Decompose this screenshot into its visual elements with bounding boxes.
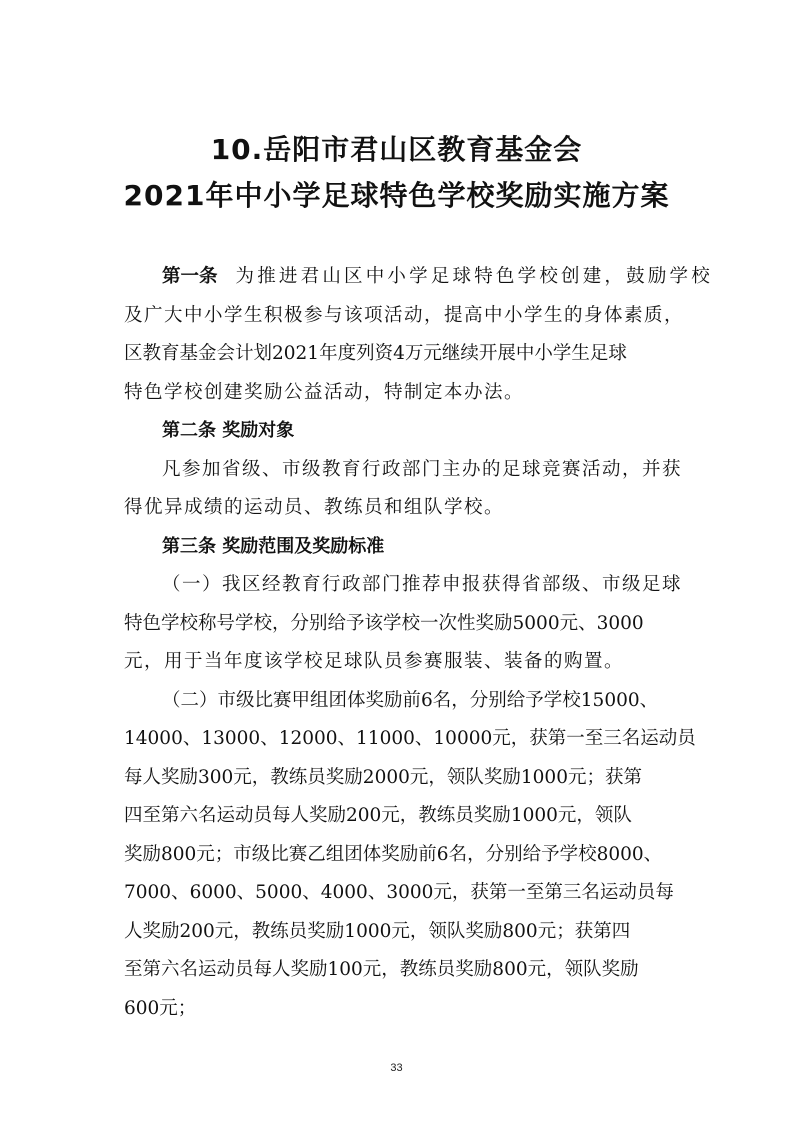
article-3-para-2-line-3: 每人奖励300元，教练员奖励2000元，领队奖励1000元；获第 — [124, 766, 642, 788]
article-3-para-2-line-6: 7000、6000、5000、4000、3000元，获第一至第三名运动员每 — [124, 882, 674, 903]
document-body — [124, 258, 713, 1028]
article-3-para-1-line-1: （一）我区经教育行政部门推荐申报获得省部级、市级足球 — [162, 574, 683, 595]
article-2-line-1: 凡参加省级、市级教育行政部门主办的足球竞赛活动，并获 — [162, 458, 683, 480]
article-1-label: 第一条 — [162, 266, 218, 287]
article-3-para-2-line-4: 四至第六名运动员每人奖励200元，教练员奖励1000元，领队 — [124, 805, 632, 826]
article-3-para-2-line-7: 人奖励200元，教练员奖励1000元，领队奖励800元；获第四 — [124, 920, 631, 942]
article-1-line-2: 及广大中小学生积极参与该项活动，提高中小学生的身体素质， — [124, 304, 685, 326]
article-1-line-4: 特色学校创建奖励公益活动，特制定本办法。 — [124, 381, 525, 403]
article-3-para-1-line-2: 特色学校称号学校，分别给予该学校一次性奖励5000元、3000 — [124, 612, 644, 634]
page-number: 33 — [390, 1062, 403, 1074]
article-3-para-1-line-3: 元，用于当年度该学校足球队员参赛服装、装备的购置。 — [124, 651, 625, 672]
article-1-text-1: 为推进君山区中小学足球特色学校创建，鼓励学校 — [235, 266, 713, 287]
article-3-heading: 第三条 奖励范围及奖励标准 — [162, 535, 385, 557]
article-3-para-2-line-5: 奖励800元；市级比赛乙组团体奖励前6名，分别给予学校8000、 — [124, 843, 663, 865]
article-3-para-2-line-2: 14000、13000、12000、11000、10000元，获第一至三名运动员 — [124, 728, 696, 749]
article-3-para-2-line-9: 600元； — [124, 997, 197, 1019]
article-1-line-1 — [124, 258, 713, 297]
article-2-heading: 第二条 奖励对象 — [162, 420, 295, 441]
article-3-para-2-line-1: （二）市级比赛甲组团体奖励前6名，分别给予学校15000、 — [162, 689, 659, 711]
document-title-line-1: 10.岳阳市君山区教育基金会 — [210, 133, 583, 166]
article-3-para-2-line-8: 至第六名运动员每人奖励100元，教练员奖励800元，领队奖励 — [124, 959, 639, 980]
article-2-line-2: 得优异成绩的运动员、教练员和组队学校。 — [124, 497, 505, 518]
article-1-line-3: 区教育基金会计划2021年度列资4万元继续开展中小学生足球 — [124, 343, 627, 364]
document-title-line-2: 2021年中小学足球特色学校奖励实施方案 — [123, 179, 670, 212]
